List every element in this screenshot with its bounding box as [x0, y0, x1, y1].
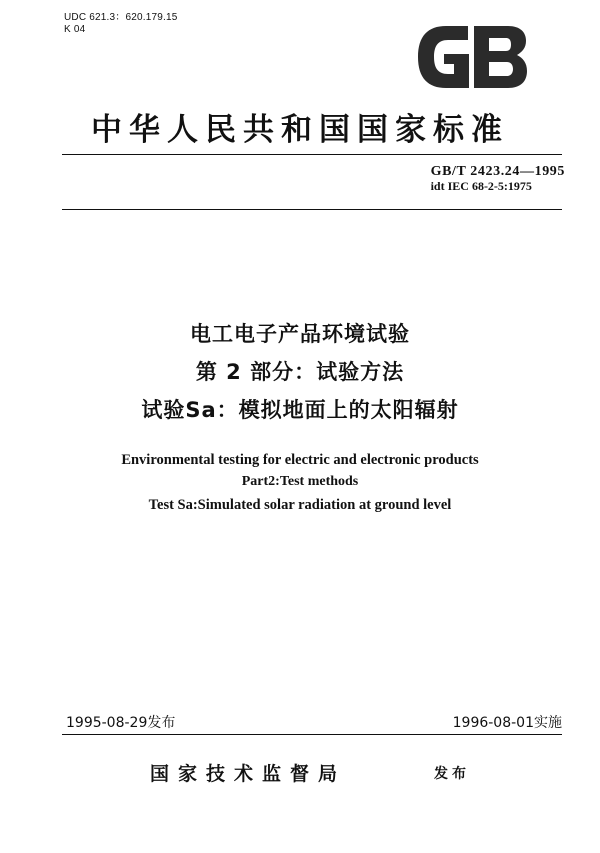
standard-number-block	[431, 164, 565, 194]
title-en-line3: Test Sa:Simulated solar radiation at ground level	[148, 497, 452, 513]
issue-date: 1995-08-29发布	[66, 715, 176, 731]
udc-code: UDC 621.3：620.179.15	[64, 12, 178, 23]
gb-logo	[414, 22, 530, 92]
title-cn-line3: 试验Sa：模拟地面上的太阳辐射	[141, 398, 459, 422]
issuing-authority: 国家技术监督局	[150, 763, 347, 785]
k-code: K 04	[64, 24, 86, 35]
implementation-date: 1996-08-01实施	[452, 715, 562, 731]
title-cn-line2: 第 2 部分：试验方法	[195, 360, 405, 384]
issued-label: 发布	[434, 766, 470, 782]
standard-number-rule	[62, 209, 562, 210]
title-cn-line1: 电工电子产品环境试验	[190, 322, 410, 346]
idt-reference: idt IEC 68-2-5:1975	[430, 179, 532, 193]
footer-rule	[62, 734, 562, 735]
title-en-line2: Part2:Test methods	[241, 474, 359, 489]
header-rule	[62, 154, 562, 155]
classification-codes	[64, 12, 178, 36]
organization-title: 中华人民共和国国家标准	[91, 112, 509, 148]
standard-number: GB/T 2423.24—1995	[430, 164, 565, 179]
gb-logo-mark	[418, 26, 527, 88]
title-en-line1: Environmental testing for electric and electronic products	[121, 452, 479, 468]
